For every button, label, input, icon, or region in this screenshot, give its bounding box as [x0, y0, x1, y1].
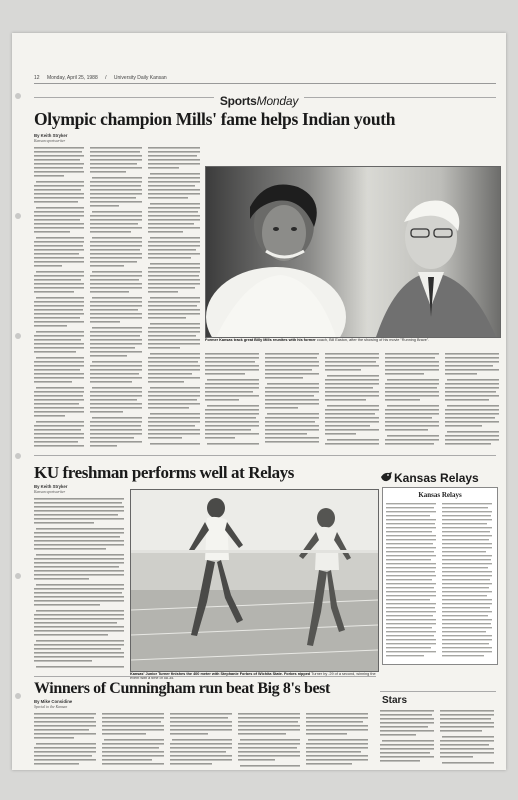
story1-column-3: [148, 145, 200, 450]
story1-column-2: [90, 145, 142, 450]
story2-caption-rest: Turner by .29 of a second, winning the event with a time of 58.35.: [130, 672, 376, 681]
results-box-title: Kansas Relays: [418, 491, 462, 499]
section-name-b: Monday: [256, 94, 299, 108]
relays-runners-photo: [130, 489, 379, 672]
relays-results-box: [382, 487, 498, 665]
story1-byline-title: Kansan sportswriter: [34, 139, 66, 143]
section-name-a: Sports: [219, 94, 257, 108]
story2-byline: By Keith Stryker: [34, 484, 68, 489]
text-lines: [34, 145, 84, 450]
paper-name: University Daily Kansan: [113, 75, 167, 81]
story2-caption-bold: Kansas' Junior Turner finishes the 400 meter with Stephanie Forbes of Wichita State. Forbes nipped: [130, 672, 311, 676]
stars-title: Stars: [382, 695, 408, 706]
story1-columns-bottom: [205, 351, 499, 451]
story1-byline: By Keith Stryker: [34, 133, 68, 138]
story1-column-1: [34, 145, 84, 450]
story3-byline-title: Special to the Kansan: [34, 705, 68, 709]
jayhawk-logo-icon: [380, 471, 393, 483]
newspaper-page: [12, 33, 506, 770]
story1-headline: Olympic champion Mills' fame helps Indian youth: [34, 109, 396, 129]
divider-2: [34, 676, 376, 677]
section-banner: [12, 92, 506, 110]
story1-caption: [205, 338, 499, 342]
story1-caption-rest: coach, Bill Easton, after the showing of his movie "Running Brave".: [316, 338, 430, 342]
story3-headline: Winners of Cunningham run beat Big 8's best: [34, 680, 330, 697]
divider: [34, 455, 496, 456]
story2-column-1: [34, 496, 124, 674]
stars-columns: [380, 708, 496, 766]
story1-caption-bold: Former Kansas track great Billy Mills reunites with his former: [205, 338, 316, 342]
mills-easton-photo: [205, 166, 501, 338]
divider-3: [380, 691, 496, 692]
page-number: 12: [34, 75, 40, 81]
page-header: 12 Monday, April 25, 1988 / University Daily Kansan: [34, 75, 496, 84]
story2-headline: KU freshman performs well at Relays: [34, 463, 295, 482]
results-text: [386, 502, 494, 662]
sidebar-title: Kansas Relays: [394, 471, 479, 485]
kansas-relays-sidebar: [380, 469, 500, 689]
story3-byline: By Mike Considine: [34, 699, 73, 704]
page-date: Monday, April 25, 1988: [46, 75, 98, 81]
story3-columns: [34, 711, 374, 767]
story2-byline-title: Kansan sportswriter: [34, 490, 66, 494]
